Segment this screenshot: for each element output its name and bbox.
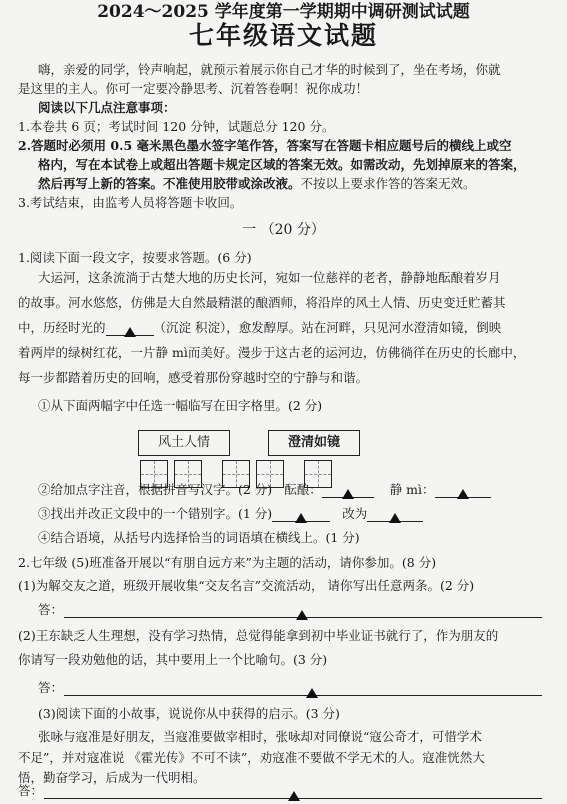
wrong-char-blank[interactable] [272, 509, 330, 522]
sample-characters-2: 澄清如镜 [268, 430, 360, 456]
hanzi-answer-blank[interactable] [435, 485, 491, 498]
q2-sub1: (1)为解交友之道，班级开展收集“交友名言”交流活动， 请你写出任意两条。(2 分) [18, 578, 475, 593]
intro-line1: 嗨，亲爱的同学，铃声响起，就预示着展示你自己才华的时候到了，坐在考场，你就 [38, 62, 501, 77]
blank-marker-icon [389, 513, 401, 523]
q1-passage-3b: （沉淀 积淀），愈发醇厚。站在河畔，只见河水澄清如镜，倒映 [153, 320, 502, 335]
blank-marker-icon [296, 604, 308, 623]
q1-passage-2: 的故事。河水悠悠，仿佛是大自然最精湛的酿酒师，将沿岸的风土人情、历史变迁贮蓄其 [18, 295, 506, 310]
intro-line2: 是这里的主人。你可一定要冷静思考、沉着答卷啊！祝你成功！ [18, 81, 369, 96]
q1-sub3-label: ③找出并改正文段中的一个错别字。(1 分) [38, 506, 273, 521]
blank-marker-icon [124, 327, 136, 337]
corrected-char-blank[interactable] [367, 509, 423, 522]
notice-1: 1.本卷共 6 页；考试时间 120 分钟，试题总分 120 分。 [18, 119, 335, 134]
pinyin-answer-blank[interactable] [322, 485, 374, 498]
q1-blank[interactable] [106, 323, 154, 336]
blank-marker-icon [457, 489, 469, 499]
section-1-heading: 一 （20 分） [242, 222, 325, 238]
notice-2c [38, 176, 476, 192]
blank-marker-icon [342, 489, 354, 499]
story-line2: 不足”，并对寇准说 《霍光传》不可不读”，劝寇准不要做不学无术的人。寇准恍然大 [18, 750, 485, 765]
sample-characters-1: 风土人情 [138, 430, 230, 456]
notice-3: 3.考试结束，由监考人员将答题卡收回。 [18, 195, 243, 210]
q1-sub2-word2: 静 mì： [389, 482, 435, 497]
exam-title-line2: 七年级语文试题 [188, 21, 378, 50]
q2-prompt: 2.七年级 (5)班准备开展以“有朋自远方来”为主题的活动，请你参加。(8 分) [18, 555, 437, 570]
q2-sub3-answer-label: 答： [18, 783, 44, 798]
q2-sub1-answer-label: 答： [38, 602, 64, 617]
blank-marker-icon [288, 785, 300, 804]
story-line1: 张咏与寇准是好朋友，当寇准要做宰相时，张咏却对同僚说“寇公奇才，可惜学术 [38, 729, 482, 744]
story-line3: 悟，勤奋学习，后成为一代明相。 [18, 770, 206, 785]
q1-sub3-change: 改为 [342, 506, 368, 521]
q1-sub4: ④结合语境，从括号内选择恰当的词语填在横线上。(1 分) [38, 530, 360, 545]
q1-sub3 [38, 506, 423, 522]
notice-2c-rest: 不按以上要求作答的答案无效。 [300, 176, 476, 191]
q1-passage-4: 着两岸的绿树红花，一片静 mì而美好。漫步于这古老的运河边，仿佛徜徉在历史的长廊中， [18, 345, 526, 360]
notice-2c-bold: 然后再写上新的答案。不准使用胶带或涂改液。 [38, 176, 301, 191]
q1-prompt: 1.阅读下面一段文字，按要求答题。(6 分) [18, 250, 252, 265]
q2-sub2-line2: 你请写一段劝勉他的话，其中要用上一个比喻句。(3 分) [18, 652, 328, 667]
q1-sub1: ①从下面两幅字中任选一幅临写在田字格里。(2 分) [38, 398, 323, 413]
blank-marker-icon [295, 513, 307, 523]
notice-heading: 阅读以下几点注意事项： [38, 100, 176, 115]
q1-sub2-word1: 酝酿： [284, 482, 322, 497]
notice-2b: 格内，写在本试卷上或超出答题卡规定区域的答案无效。如需改动，先划掉原来的答案， [38, 157, 526, 172]
q2-sub2-answer-line[interactable] [64, 694, 542, 696]
q2-sub3: (3)阅读下面的小故事，说说你从中获得的启示。(3 分) [38, 706, 340, 721]
q2-sub2-answer-label: 答： [38, 680, 64, 695]
q1-passage-1: 大运河，这条流淌于古楚大地的历史长河，宛如一位慈祥的老者，静静地酝酿着岁月 [38, 270, 501, 285]
q1-passage-3a: 中，历经时光的 [18, 320, 106, 335]
q1-sub2 [38, 482, 491, 498]
exam-title-line1: 2024～2025 学年度第一学期期中调研测试试题 [97, 2, 470, 22]
q1-passage-3 [18, 320, 501, 336]
q2-sub2-line1: (2)王东缺乏人生理想，没有学习热情，总觉得能拿到初中毕业证书就行了，作为朋友的 [18, 628, 499, 643]
q1-sub2-label: ②给加点字注音，根据拼音写汉字。(2 分) [38, 482, 273, 497]
notice-2a: 2.答题时必须用 0.5 毫米黑色墨水签字笔作答，答案写在答题卡相应题号后的横线上或空 [18, 138, 512, 153]
q1-passage-5: 每一步都踏着历史的回响，感受着那份穿越时空的宁静与和谐。 [18, 370, 369, 385]
blank-marker-icon [306, 682, 318, 701]
